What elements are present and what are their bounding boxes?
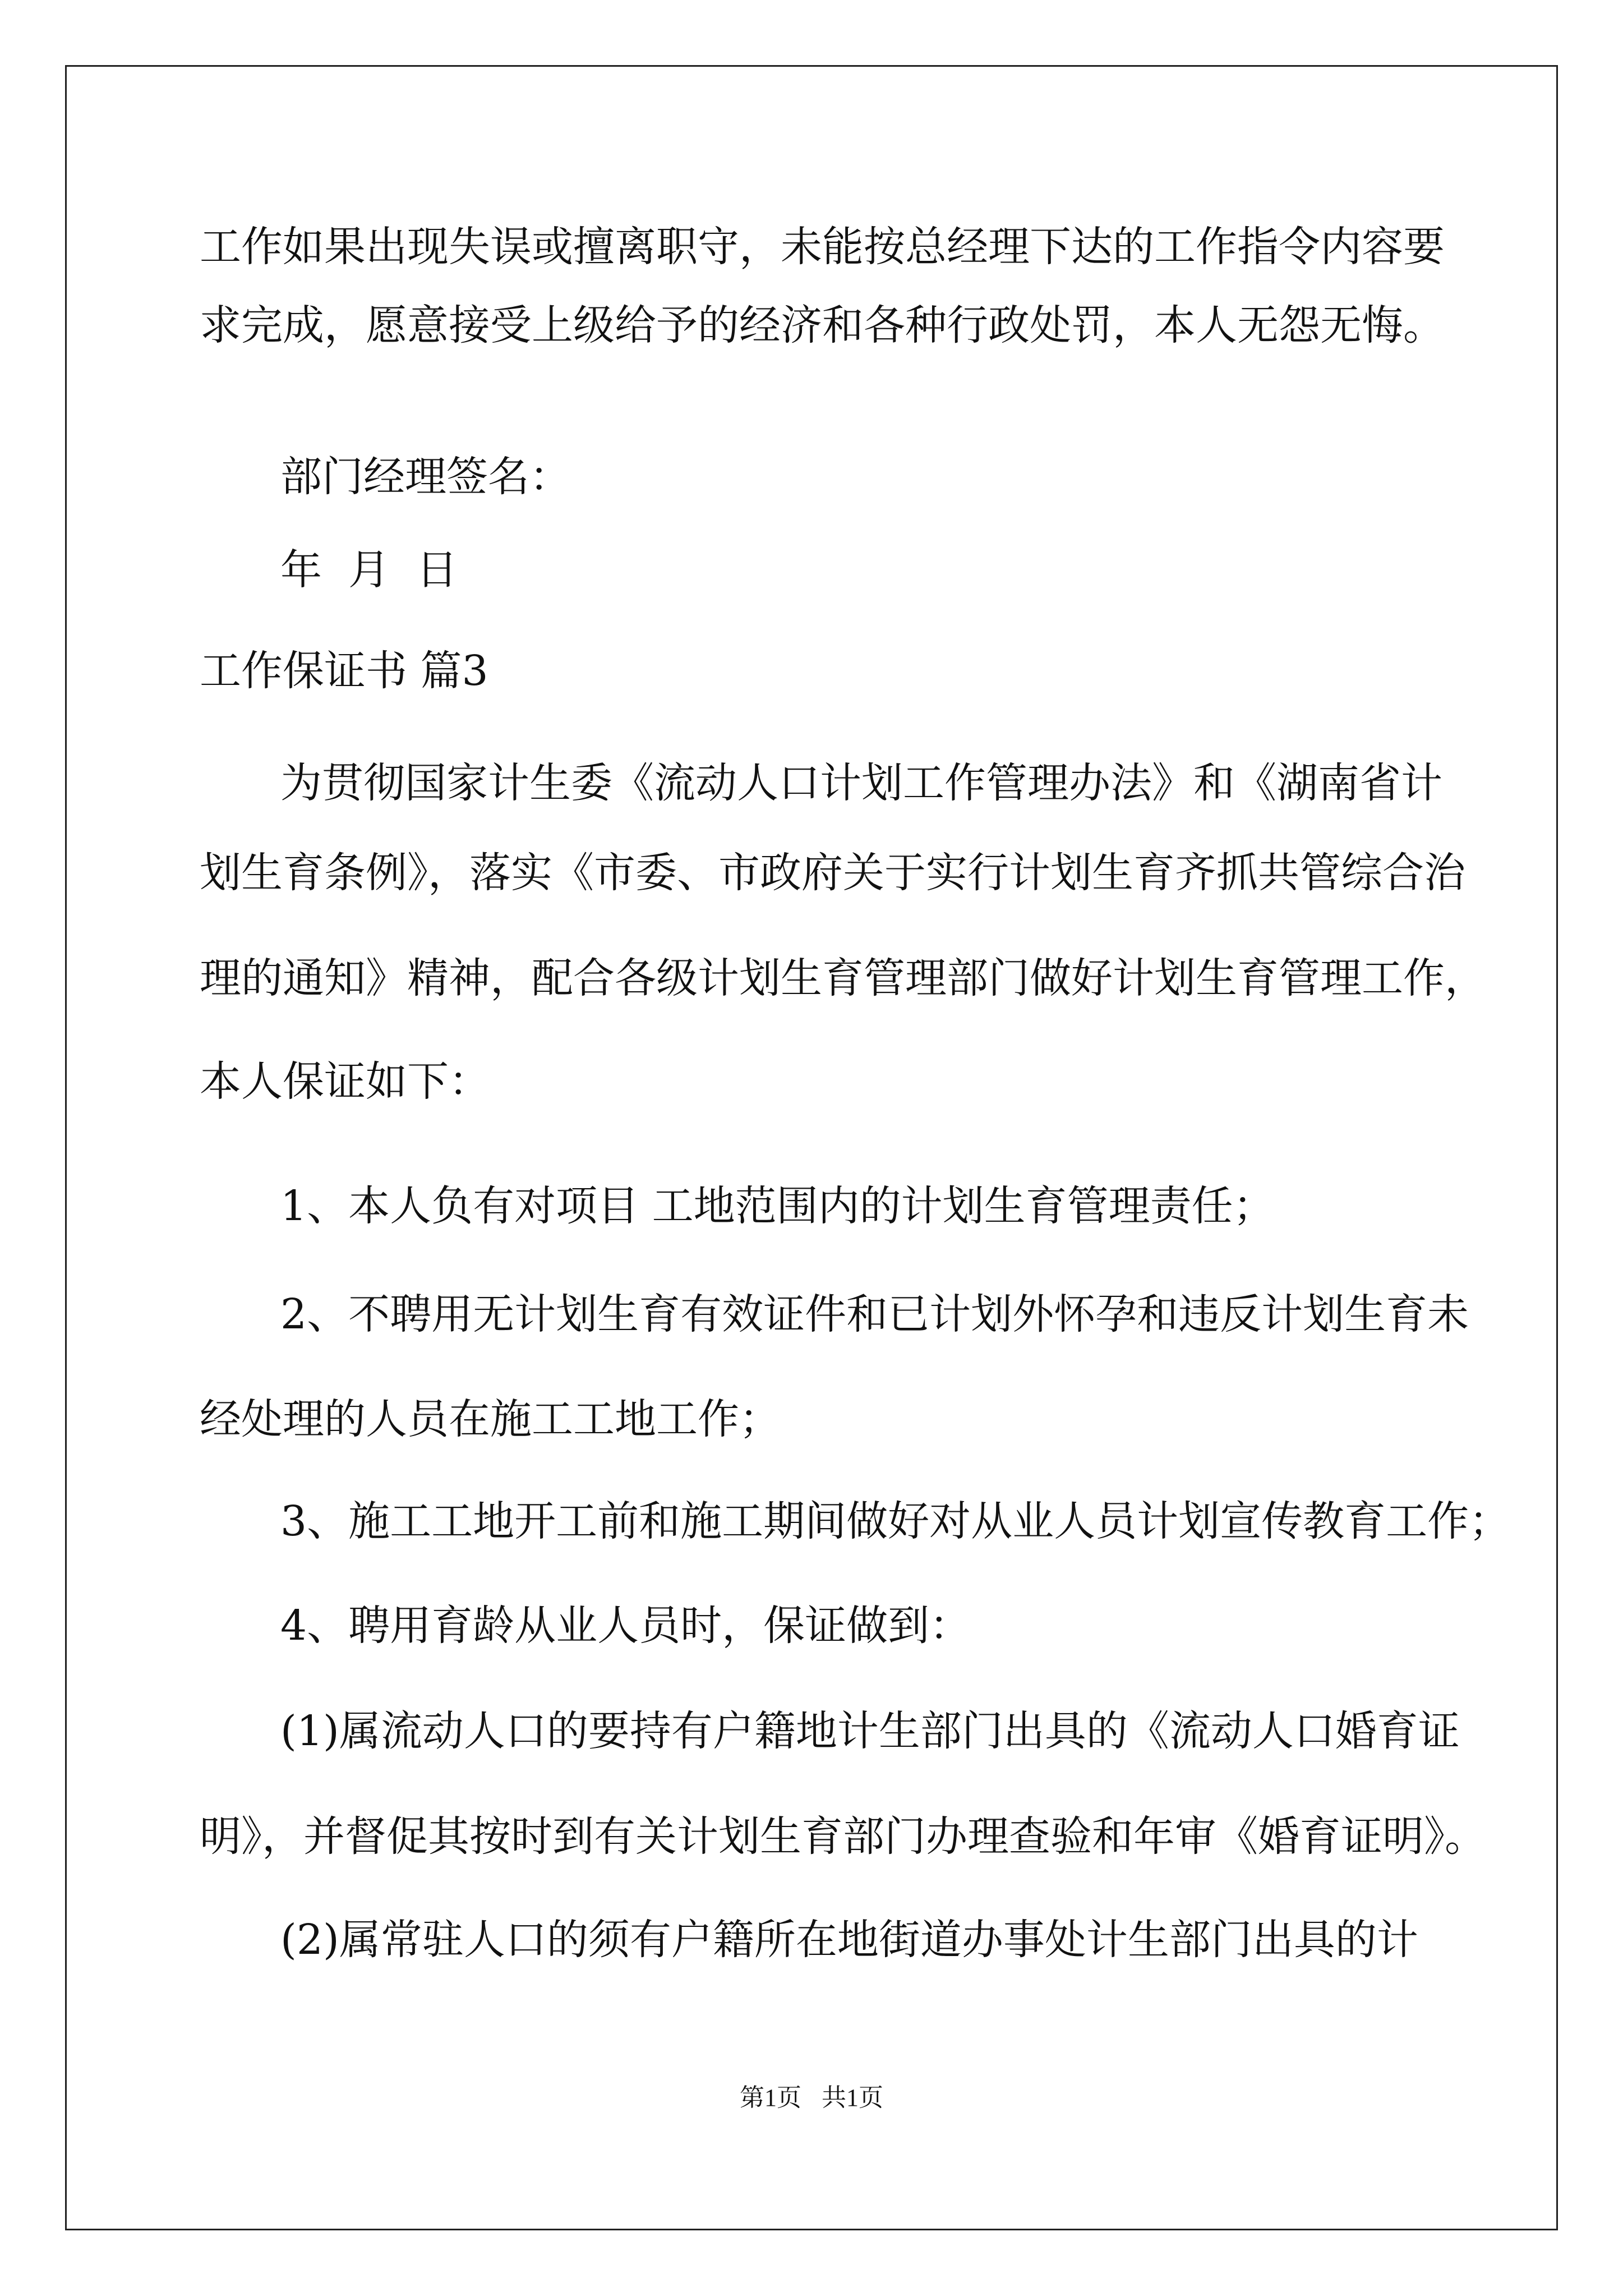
page-border: [65, 65, 1558, 2230]
sub-item-1-line-2: 明》，并督促其按时到有关计划生育部门办理查验和年审《婚育证明》。: [200, 1812, 1486, 1861]
list-item-3: 3、施工工地开工前和施工期间做好对从业人员计划宣传教育工作；: [280, 1497, 1511, 1545]
section-heading: 工作保证书 篇3: [200, 647, 488, 695]
list-item-4: 4、聘用育龄从业人员时，保证做到：: [280, 1602, 971, 1650]
page-footer: [0, 2082, 1623, 2114]
body-line-2: 求完成，愿意接受上级给予的经济和各种行政处罚，本人无怨无悔。: [200, 301, 1445, 349]
list-item-1: 1、本人负有对项目 工地范围内的计划生育管理责任；: [280, 1182, 1275, 1230]
signature-label: 部门经理签名：: [280, 453, 571, 501]
date-line: 年 月 日: [280, 546, 458, 594]
body-line-9: 本人保证如下：: [200, 1057, 490, 1106]
body-line-6: 为贯彻国家计生委《流动人口计划工作管理办法》和《湖南省计: [280, 759, 1442, 807]
page-number: 第1页: [740, 2084, 801, 2111]
body-line-8: 理的通知》精神，配合各级计划生育管理部门做好计划生育管理工作，: [200, 954, 1486, 1002]
list-item-2-line-1: 2、不聘用无计划生育有效证件和已计划外怀孕和违反计划生育未: [280, 1290, 1469, 1338]
body-line-7: 划生育条例》，落实《市委、市政府关于实行计划生育齐抓共管综合治: [200, 849, 1465, 897]
page-total: 共1页: [822, 2084, 883, 2111]
body-line-1: 工作如果出现失误或擅离职守，未能按总经理下达的工作指令内容要: [200, 223, 1445, 271]
sub-item-2-line-1: (2)属常驻人口的须有户籍所在地街道办事处计生部门出具的计: [280, 1916, 1418, 1964]
sub-item-1-line-1: (1)属流动人口的要持有户籍地计生部门出具的《流动人口婚育证: [280, 1707, 1460, 1755]
list-item-2-line-2: 经处理的人员在施工工地工作；: [200, 1395, 781, 1443]
